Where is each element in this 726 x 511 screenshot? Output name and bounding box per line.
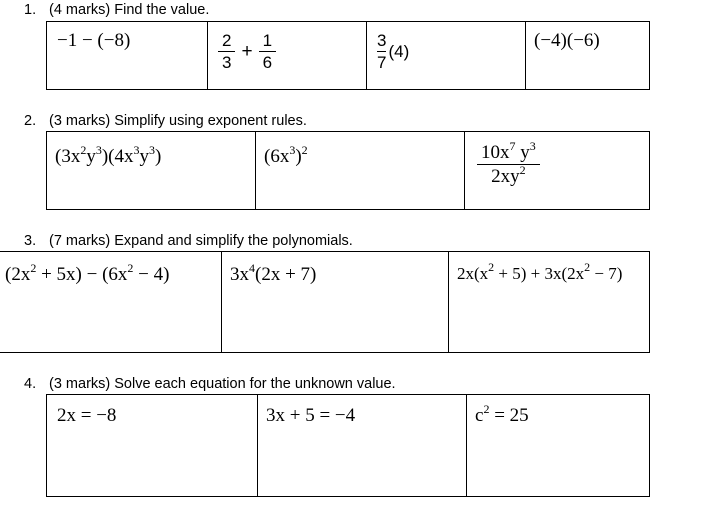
numerator: 2 [222, 31, 232, 50]
q1-cell-d [526, 22, 650, 90]
q3-expr-b: $3x^4(2x + 7)$ [230, 260, 317, 285]
q2-expr-b: $(6x^3)^2$ [264, 142, 308, 167]
question-2-table [46, 131, 650, 210]
question-text: (3 marks) Simplify using exponent rules. [49, 113, 307, 129]
question-number: 4. [24, 376, 37, 392]
denominator: 3 [222, 53, 232, 72]
q4-expr-b: 3x + 5 = −4 [266, 405, 356, 426]
question-text: (4 marks) Find the value. [49, 2, 210, 18]
q3-expr-a: $(2x^2 + 5x) - (6x^2 - 4)$ [5, 260, 170, 285]
q1-expr-b [216, 32, 278, 71]
question-1-title [24, 3, 209, 18]
question-4-table [46, 394, 650, 497]
q1-cell-b [208, 22, 367, 90]
q1-cell-a [47, 22, 208, 90]
q2-cell-a [47, 132, 256, 210]
q3-expr-c: $2x(x^2 + 5) + 3x(2x^2 - 7)$ [457, 260, 623, 283]
q2-cell-b [256, 132, 465, 210]
denominator: $2xy^2$ [491, 162, 526, 187]
q4-expr-a: 2x = −8 [57, 405, 117, 426]
fraction [218, 32, 235, 71]
q1-c-tail: (4) [388, 41, 410, 61]
question-number: 3. [24, 233, 37, 249]
question-3-title [24, 234, 353, 249]
denominator: 6 [262, 53, 273, 72]
q3-cell-c [449, 252, 650, 353]
q1-expr-a: −1 − (−8) [57, 30, 131, 51]
q4-expr-c: $c^2 = 25$ [475, 401, 529, 426]
question-2-title [24, 114, 307, 129]
q4-cell-a [47, 395, 258, 497]
numerator: 3 [377, 31, 387, 50]
fraction [377, 32, 386, 71]
q4-cell-b [258, 395, 467, 497]
q1-expr-c [375, 32, 409, 71]
operator: + [241, 40, 253, 62]
question-1-table [46, 21, 650, 90]
numerator: 1 [262, 31, 273, 50]
q4-cell-c [467, 395, 650, 497]
q1-expr-d: (−4)(−6) [534, 30, 600, 51]
q3-cell-a [0, 252, 222, 353]
numerator: $10x^7$ $y^3$ [481, 138, 536, 163]
question-3-table [0, 251, 650, 353]
question-text: (3 marks) Solve each equation for the unknown value. [49, 376, 396, 392]
question-number: 1. [24, 2, 37, 18]
q3-cell-b [222, 252, 449, 353]
q2-expr-a: $(3x^2y^3)(4x^3y^3)$ [55, 142, 162, 167]
denominator: 7 [377, 53, 387, 72]
question-number: 2. [24, 113, 37, 129]
q1-cell-c [367, 22, 526, 90]
q2-cell-c [465, 132, 650, 210]
question-text: (7 marks) Expand and simplify the polynomials. [49, 233, 353, 249]
fraction [259, 32, 276, 71]
q2-expr-c [477, 138, 540, 187]
question-4-title [24, 377, 396, 392]
